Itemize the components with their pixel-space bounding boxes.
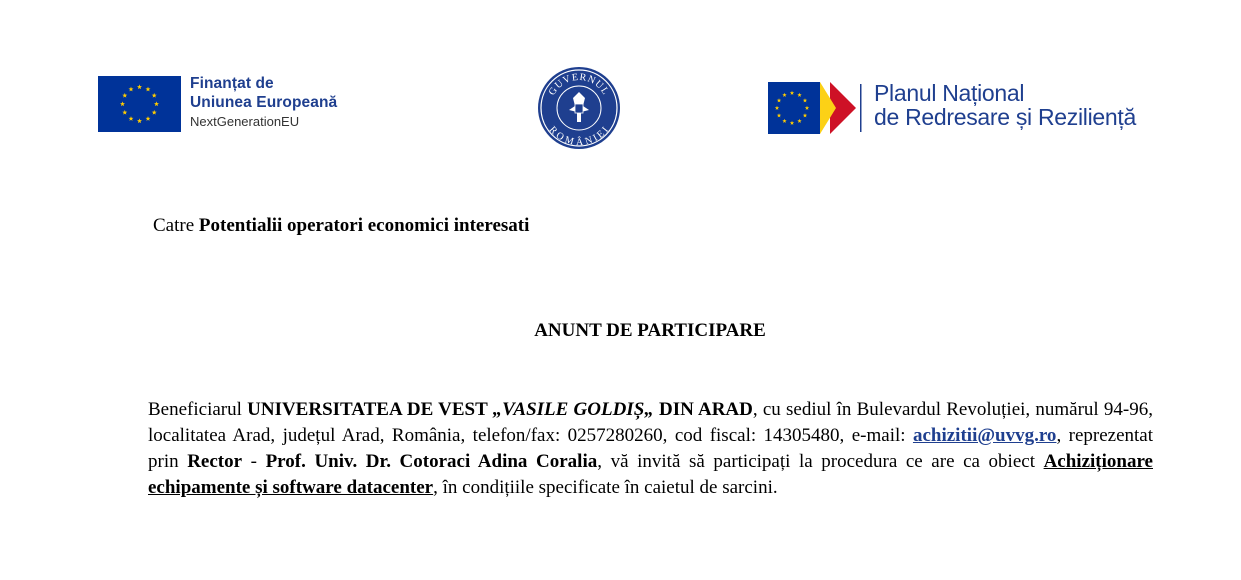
seal-bottom-text: ROMÂNIEI: [546, 124, 612, 149]
body-text-1: Beneficiarul: [148, 399, 248, 420]
addressee-name: Potentialii operatori economici interesati: [198, 215, 530, 236]
eu-flag-icon: [98, 76, 181, 132]
body-text-5: , vă invită să participați la procedura ce are ca obiect: [597, 451, 1044, 472]
eu-line-2: Uniunea Europeană: [190, 94, 338, 111]
eu-line-3: NextGenerationEU: [190, 114, 300, 129]
addressee-line: [153, 215, 529, 237]
government-seal-icon: [537, 66, 621, 150]
announcement-paragraph: [148, 397, 1153, 501]
beneficiary-city: DIN ARAD: [653, 399, 753, 420]
procurement-object: Achiziționare echipamente și software datacenter: [148, 451, 1153, 498]
body-text-6: , în condițiile specificate în caietul de sarcini.: [433, 477, 778, 498]
representative-name: Prof. Univ. Dr. Cotoraci Adina Coralia: [265, 451, 598, 472]
addressee-prefix: Catre: [153, 215, 195, 236]
document-title: ANUNT DE PARTICIPARE: [534, 320, 766, 341]
email-link[interactable]: achizitii@uvvg.ro: [912, 425, 1057, 446]
seal-top-text: GUVERNUL: [546, 71, 612, 98]
eu-line-1: Finanțat de: [190, 75, 274, 92]
eu-funding-label: [190, 74, 337, 131]
pnrr-line-1: Planul Național: [874, 80, 1025, 106]
body-text-2: , cu sediul în Bulevardul Revoluției, numărul 94-96, localitatea Arad, județul Arad, România, telefon/fax: 0257280260, cod fiscal: 14305480, e-mail:: [148, 399, 1153, 446]
beneficiary-name-italic: „VASILE GOLDIȘ„: [492, 399, 654, 420]
pnrr-line-2: de Redresare și Reziliență: [874, 104, 1136, 130]
representative-title: Rector: [187, 451, 243, 472]
pnrr-flag-icon: [768, 82, 862, 134]
body-text-3: , reprezentat prin: [148, 425, 1153, 472]
beneficiary-name: UNIVERSITATEA DE VEST: [247, 399, 493, 420]
body-text-4: -: [242, 451, 266, 472]
pnrr-label: [874, 81, 1136, 129]
